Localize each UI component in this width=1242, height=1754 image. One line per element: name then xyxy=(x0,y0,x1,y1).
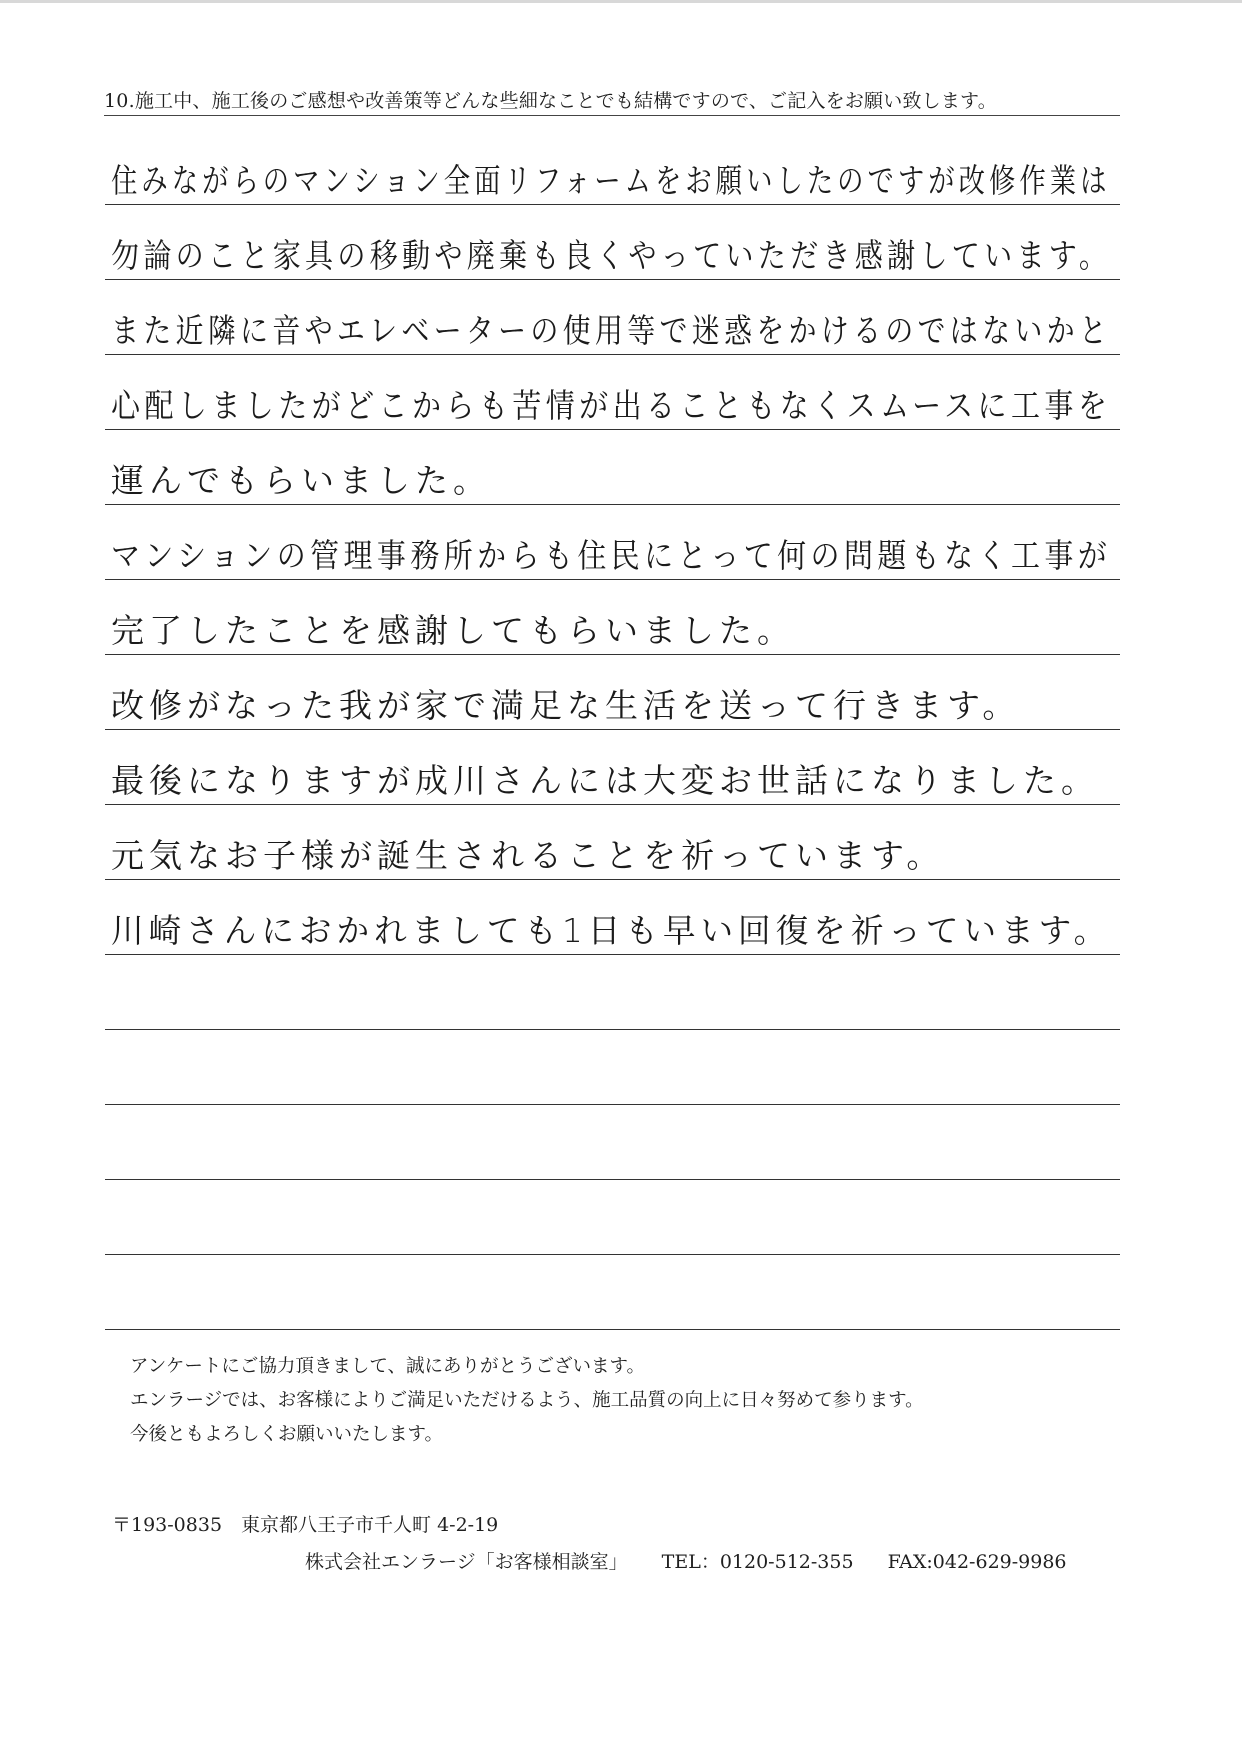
answer-line xyxy=(105,1180,1120,1255)
company-contact xyxy=(305,1547,1067,1574)
handwritten-text: マンションの管理事務所からも住民にとって何の問題もなく工事が xyxy=(111,536,1112,575)
answer-line xyxy=(105,280,1120,355)
answer-line xyxy=(105,805,1120,880)
answer-lines xyxy=(105,130,1120,1330)
survey-question: 10.施工中、施工後のご感想や改善策等どんな些細なことでも結構ですので、ご記入をお願い致します。 xyxy=(104,86,1120,116)
fax-number: FAX:042-629-9986 xyxy=(887,1551,1067,1573)
handwritten-text: 完了したことを感謝してもらいました。 xyxy=(111,611,795,650)
handwritten-text: 心配しましたがどこからも苦情が出ることもなくスムースに工事を xyxy=(111,386,1112,425)
answer-line xyxy=(105,655,1120,730)
handwritten-text: 勿論のこと家具の移動や廃棄も良くやっていただき感謝しています。 xyxy=(111,236,1112,275)
answer-line xyxy=(105,580,1120,655)
handwritten-text: 元気なお子様が誕生されることを祈っています。 xyxy=(111,836,945,875)
answer-line xyxy=(105,730,1120,805)
answer-line xyxy=(105,955,1120,1030)
answer-line xyxy=(105,205,1120,280)
closing-text: 今後ともよろしくお願いいたします。 xyxy=(130,1424,444,1445)
handwritten-text: また近隣に音やエレベーターの使用等で迷惑をかけるのではないかと xyxy=(111,311,1112,350)
answer-line xyxy=(105,355,1120,430)
answer-line xyxy=(105,880,1120,955)
answer-line xyxy=(105,130,1120,205)
handwritten-text: 川崎さんにおかれましても1日も早い回復を祈っています。 xyxy=(111,911,1112,950)
thanks-text: アンケートにご協力頂きまして、誠にありがとうございます。 xyxy=(130,1356,646,1377)
handwritten-text: 住みながらのマンション全面リフォームをお願いしたのですが改修作業は xyxy=(111,161,1111,200)
tel-number: TEL：0120-512-355 xyxy=(661,1551,854,1573)
scan-top-edge xyxy=(0,0,1242,3)
commitment-text: エンラージでは、お客様によりご満足いただけるよう、施工品質の向上に日々努めて参ります。 xyxy=(130,1390,924,1411)
handwritten-text: 改修がなった我が家で満足な生活を送って行きます。 xyxy=(111,686,1021,725)
postal-address: 〒193-0835 東京都八王子市千人町 4-2-19 xyxy=(112,1514,499,1536)
answer-line xyxy=(105,1030,1120,1105)
answer-line xyxy=(105,1255,1120,1330)
handwritten-text: 運んでもらいました。 xyxy=(111,461,491,500)
answer-line xyxy=(105,1105,1120,1180)
handwritten-text: 最後になりますが成川さんには大変お世話になりました。 xyxy=(111,761,1099,800)
footer-message xyxy=(130,1350,924,1452)
answer-line xyxy=(105,505,1120,580)
answer-line xyxy=(105,430,1120,505)
company-name: 株式会社エンラージ「お客様相談室」 xyxy=(305,1551,628,1573)
